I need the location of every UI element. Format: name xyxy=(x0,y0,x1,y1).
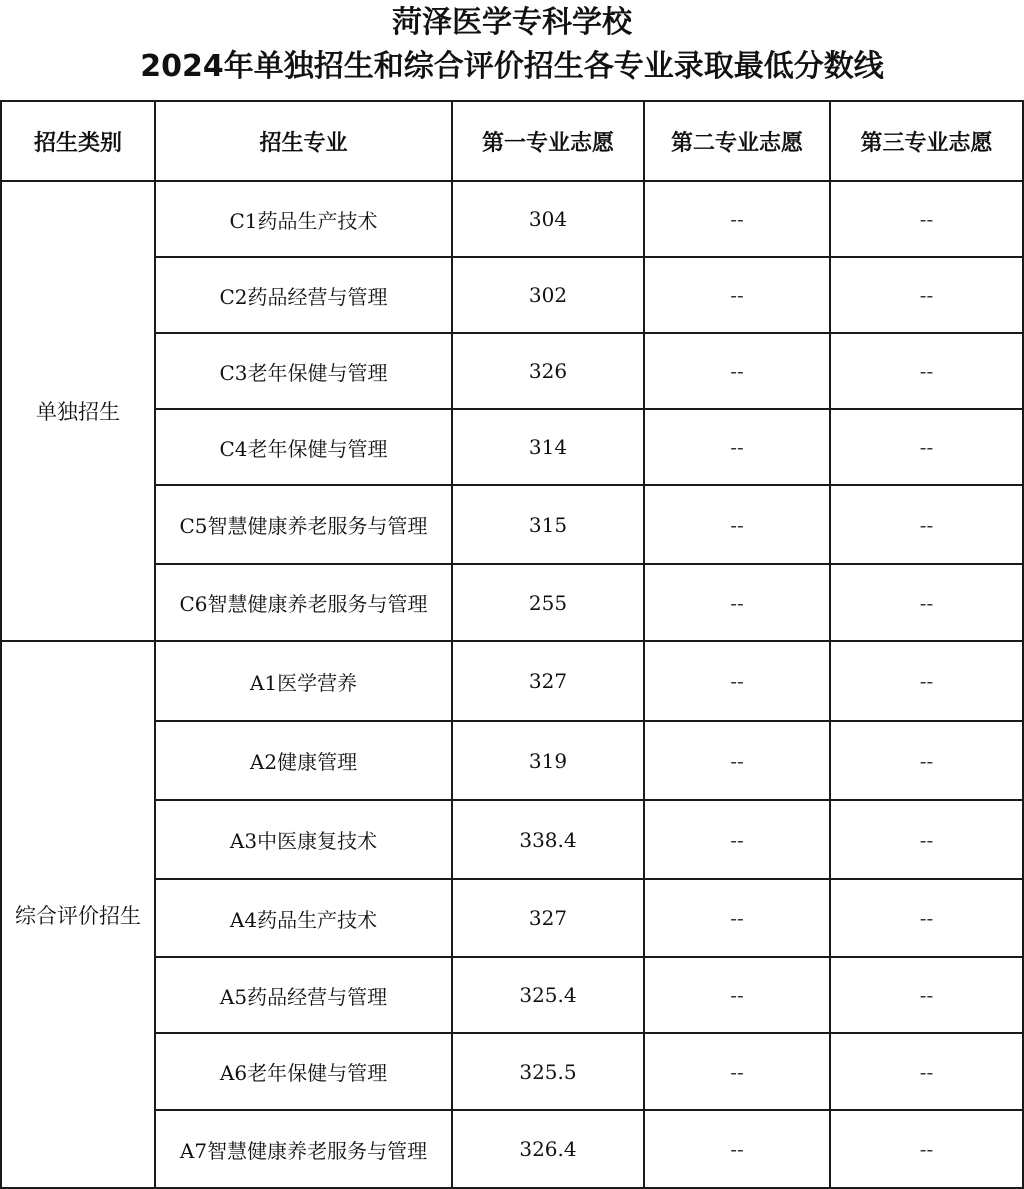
major-cell: A4药品生产技术 xyxy=(155,879,452,957)
header-category: 招生类别 xyxy=(1,101,155,181)
category-cell-comprehensive: 综合评价招生 xyxy=(1,641,155,1188)
first-choice-score: 304 xyxy=(452,181,644,257)
first-choice-score: 255 xyxy=(452,564,644,641)
major-cell: A7智慧健康养老服务与管理 xyxy=(155,1110,452,1188)
first-choice-score: 315 xyxy=(452,485,644,564)
first-choice-score: 302 xyxy=(452,257,644,333)
major-cell: C1药品生产技术 xyxy=(155,181,452,257)
first-choice-score: 325.5 xyxy=(452,1033,644,1110)
page-title xyxy=(0,0,1024,100)
table-row xyxy=(1,721,1023,800)
header-major: 招生专业 xyxy=(155,101,452,181)
first-choice-score: 327 xyxy=(452,641,644,721)
table-row xyxy=(1,1110,1023,1188)
third-choice-score: -- xyxy=(830,879,1023,957)
table-row xyxy=(1,1033,1023,1110)
major-cell: C5智慧健康养老服务与管理 xyxy=(155,485,452,564)
major-cell: C6智慧健康养老服务与管理 xyxy=(155,564,452,641)
second-choice-score: -- xyxy=(644,1110,830,1188)
second-choice-score: -- xyxy=(644,333,830,409)
major-cell: C4老年保健与管理 xyxy=(155,409,452,485)
first-choice-score: 325.4 xyxy=(452,957,644,1033)
major-cell: C2药品经营与管理 xyxy=(155,257,452,333)
third-choice-score: -- xyxy=(830,181,1023,257)
table-title: 2024年单独招生和综合评价招生各专业录取最低分数线 xyxy=(140,49,884,84)
first-choice-score: 314 xyxy=(452,409,644,485)
second-choice-score: -- xyxy=(644,1033,830,1110)
second-choice-score: -- xyxy=(644,485,830,564)
second-choice-score: -- xyxy=(644,641,830,721)
third-choice-score: -- xyxy=(830,485,1023,564)
third-choice-score: -- xyxy=(830,1110,1023,1188)
major-cell: C3老年保健与管理 xyxy=(155,333,452,409)
third-choice-score: -- xyxy=(830,957,1023,1033)
header-first-choice: 第一专业志愿 xyxy=(452,101,644,181)
second-choice-score: -- xyxy=(644,257,830,333)
table-row xyxy=(1,181,1023,257)
table-row xyxy=(1,333,1023,409)
third-choice-score: -- xyxy=(830,1033,1023,1110)
second-choice-score: -- xyxy=(644,957,830,1033)
first-choice-score: 338.4 xyxy=(452,800,644,879)
school-name: 菏泽医学专科学校 xyxy=(392,5,632,40)
second-choice-score: -- xyxy=(644,879,830,957)
second-choice-score: -- xyxy=(644,409,830,485)
third-choice-score: -- xyxy=(830,409,1023,485)
first-choice-score: 327 xyxy=(452,879,644,957)
table-row xyxy=(1,485,1023,564)
third-choice-score: -- xyxy=(830,721,1023,800)
header-second-choice: 第二专业志愿 xyxy=(644,101,830,181)
major-cell: A2健康管理 xyxy=(155,721,452,800)
table-row xyxy=(1,879,1023,957)
first-choice-score: 326 xyxy=(452,333,644,409)
second-choice-score: -- xyxy=(644,181,830,257)
major-cell: A1医学营养 xyxy=(155,641,452,721)
third-choice-score: -- xyxy=(830,564,1023,641)
admission-score-table xyxy=(0,100,1024,1189)
first-choice-score: 319 xyxy=(452,721,644,800)
major-cell: A6老年保健与管理 xyxy=(155,1033,452,1110)
table-row xyxy=(1,957,1023,1033)
category-cell-single: 单独招生 xyxy=(1,181,155,641)
third-choice-score: -- xyxy=(830,641,1023,721)
table-row xyxy=(1,564,1023,641)
table-row xyxy=(1,409,1023,485)
second-choice-score: -- xyxy=(644,800,830,879)
third-choice-score: -- xyxy=(830,800,1023,879)
table-row xyxy=(1,800,1023,879)
second-choice-score: -- xyxy=(644,564,830,641)
table-row xyxy=(1,257,1023,333)
header-row xyxy=(1,101,1023,181)
first-choice-score: 326.4 xyxy=(452,1110,644,1188)
second-choice-score: -- xyxy=(644,721,830,800)
header-third-choice: 第三专业志愿 xyxy=(830,101,1023,181)
third-choice-score: -- xyxy=(830,333,1023,409)
table-row xyxy=(1,641,1023,721)
major-cell: A5药品经营与管理 xyxy=(155,957,452,1033)
third-choice-score: -- xyxy=(830,257,1023,333)
major-cell: A3中医康复技术 xyxy=(155,800,452,879)
